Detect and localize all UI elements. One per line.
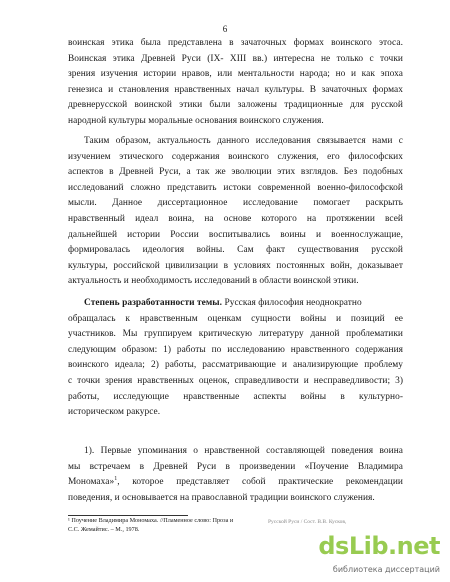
work-title: Мономаха» [68,477,115,488]
footnote-line: С.С. Жемайтис. – М., 1978. [68,525,140,533]
text-line: зрения изучения истории нравов, или ментальности народа; но и как эпоха [68,69,403,80]
text-line: историческом ракурсе. [68,407,161,418]
text-line: Таким образом, актуальность данного исследования связывается нами с [84,136,403,146]
text-line: работы, исследующие нравственные аспекты войны в культурно- [68,391,403,402]
page-number: 6 [222,24,228,34]
text-line: изучением этического содержания воинского служения, его философских [68,151,403,162]
watermark-tagline: библиотека диссертаций [332,565,440,574]
text-line: нравственный идеал воина, на основе которого на протяжении всей [68,213,403,224]
text-line: Воинская этика Древней Руси (IX- XIII вв.) интересна не только с точки [68,53,403,64]
text-line: дальнейшей истории России воспитывались воины и военнослужащие, [68,229,403,240]
text-line-rest: , которое представляет собой практические рекомендации [117,477,403,488]
text-line: древнерусской воинской этики были заложены традиционные для русской [68,100,403,111]
footnote-continuation: Русской Руси / Сост. В.В. Кусков, [268,519,347,525]
watermark-logo: dsLib.net [318,532,440,560]
paragraph-2 [68,134,403,290]
text-line: участников. Мы группируем критическую литературу данной проблематики [68,329,403,340]
heading-line-rest: Русская философия неоднократно [222,298,362,308]
text-line: поведения, и основывается на православной традиции воинского служения. [68,492,375,503]
paragraph-3 [68,296,403,421]
text-line: формировалась идеология войны. Сам факт существования русской [68,245,403,256]
paragraph-4 [68,444,403,506]
footnote-mark: 1 [114,476,118,483]
text-line: мысли. Данное диссертационное исследование помогает раскрыть [68,198,403,209]
text-line: мы встречаем в Древней Руси в произведении «Поучение Владимира [68,461,403,472]
text-line: исследований сложно представить истоки современной военно-философской [68,182,403,193]
text-line: воинская этика была представлена в зачаточных формах воинского этоса. [68,38,403,48]
text-line: следующим образом: 1) работы по исследованию нравственного содержания [68,344,403,355]
text-line: обращалась к нравственным оценкам сущности войны и позиций ее [68,313,403,324]
watermark [290,532,440,574]
section-heading: Степень разработанности темы. [84,298,223,308]
text-line: аспектов в Древней Руси, а так же эволюции этих взглядов. Без подобных [68,167,403,178]
paragraph-1 [68,36,403,130]
text-line: культуры, российской цивилизации в условиях постоянных войн, доказывает [68,260,403,271]
text-line: генезиса и становления нравственных начал культуры. В зачаточных формах [68,84,403,95]
text-line [68,296,403,312]
footnote-line: ¹ Поучение Владимира Мономаха. //Пламенное слово: Проза и [68,517,234,524]
text-line: воинского идеала; 2) работы, рассматривающие и анализирующие проблему [68,360,403,371]
text-line: с точки зрения нравственных оценок, справедливости и несправедливости; 3) [68,375,403,386]
text-line: актуальность и необходимость исследований в области воинской этики. [68,276,359,287]
footnote-divider [68,515,188,516]
text-line: народной культуры моральные основания воинского служения. [68,115,324,126]
text-line [68,475,403,491]
text-line: 1). Первые упоминания о нравственной составляющей поведения воина [84,446,403,456]
